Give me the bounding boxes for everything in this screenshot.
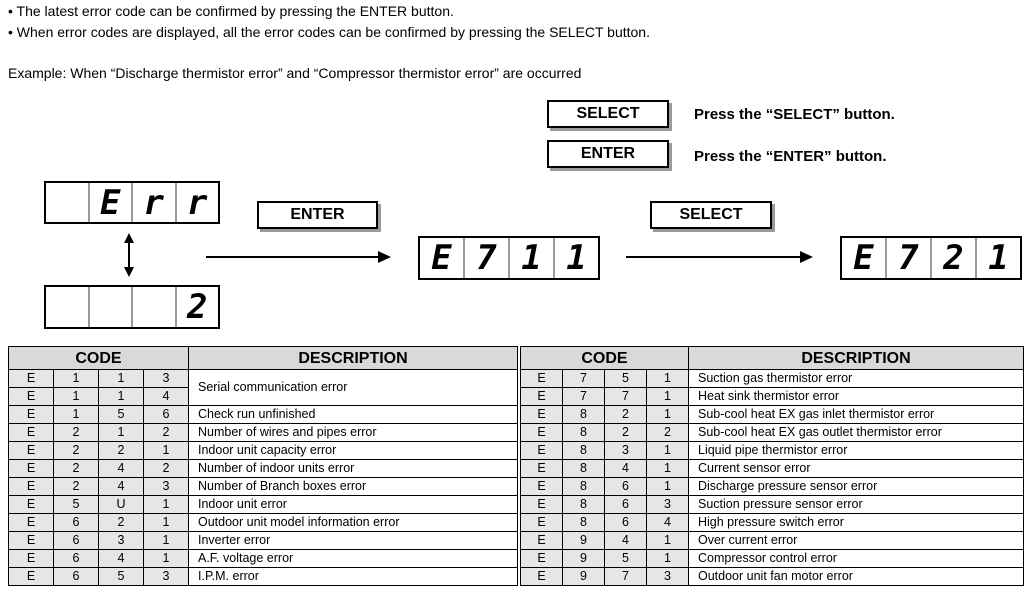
display-first-digit: E <box>420 238 465 278</box>
code-cell: 1 <box>647 532 689 550</box>
description-cell: Number of wires and pipes error <box>189 424 518 442</box>
code-cell: 9 <box>563 568 605 586</box>
code-header: CODE <box>9 347 189 370</box>
error-code-table-left <box>8 346 518 586</box>
display-count <box>44 285 220 329</box>
table-row <box>9 424 518 442</box>
code-cell: 4 <box>605 532 647 550</box>
code-cell: E <box>9 532 54 550</box>
code-cell: E <box>521 388 563 406</box>
legend-enter-button: ENTER <box>547 140 669 168</box>
flow-enter-button: ENTER <box>257 201 378 229</box>
display-second-code <box>840 236 1022 280</box>
code-cell: 3 <box>647 568 689 586</box>
code-cell: 1 <box>647 442 689 460</box>
code-cell: 1 <box>99 370 144 388</box>
code-cell: 3 <box>99 532 144 550</box>
display-err-digit <box>46 183 90 222</box>
description-cell: Sub-cool heat EX gas inlet thermistor error <box>689 406 1024 424</box>
display-count-digit <box>133 287 177 327</box>
note-select: • When error codes are displayed, all the error codes can be confirmed by pressing the SELECT button. <box>8 24 650 40</box>
code-cell: E <box>9 388 54 406</box>
code-cell: 1 <box>647 406 689 424</box>
display-err-digit: r <box>187 182 208 223</box>
table-row <box>9 550 518 568</box>
description-cell: Indoor unit capacity error <box>189 442 518 460</box>
table-row <box>9 370 518 388</box>
code-cell: 8 <box>563 424 605 442</box>
code-cell: 7 <box>605 568 647 586</box>
code-cell: U <box>99 496 144 514</box>
code-cell: 1 <box>54 388 99 406</box>
code-cell: 1 <box>144 442 189 460</box>
right-arrow <box>206 250 392 264</box>
code-cell: 2 <box>647 424 689 442</box>
code-cell: 1 <box>144 550 189 568</box>
display-second-digit: 1 <box>988 238 1009 278</box>
code-cell: 8 <box>563 514 605 532</box>
table-row <box>9 514 518 532</box>
code-cell: 7 <box>563 388 605 406</box>
updown-arrow <box>118 232 140 278</box>
display-second-digit: 2 <box>932 238 977 278</box>
legend-enter-text: Press the “ENTER” button. <box>694 148 887 165</box>
code-cell: 3 <box>605 442 647 460</box>
code-cell: 8 <box>563 442 605 460</box>
description-cell: Liquid pipe thermistor error <box>689 442 1024 460</box>
code-cell: 5 <box>605 370 647 388</box>
code-cell: E <box>9 406 54 424</box>
code-cell: 1 <box>99 424 144 442</box>
code-cell: E <box>521 460 563 478</box>
error-code-table-right <box>520 346 1024 586</box>
code-cell: E <box>521 406 563 424</box>
description-cell: Indoor unit error <box>189 496 518 514</box>
description-cell: I.P.M. error <box>189 568 518 586</box>
code-cell: E <box>9 424 54 442</box>
code-cell: 2 <box>54 460 99 478</box>
code-cell: E <box>9 442 54 460</box>
description-cell: Number of indoor units error <box>189 460 518 478</box>
description-cell: Outdoor unit fan motor error <box>689 568 1024 586</box>
table-row <box>9 496 518 514</box>
code-cell: 4 <box>144 388 189 406</box>
code-cell: 9 <box>563 550 605 568</box>
code-cell: E <box>521 442 563 460</box>
code-cell: 6 <box>605 514 647 532</box>
code-cell: E <box>9 568 54 586</box>
code-cell: 4 <box>647 514 689 532</box>
display-first-digit: 1 <box>510 238 555 278</box>
code-cell: E <box>9 550 54 568</box>
code-cell: 6 <box>54 532 99 550</box>
table-row <box>521 460 1024 478</box>
description-cell: Outdoor unit model information error <box>189 514 518 532</box>
code-cell: 1 <box>647 370 689 388</box>
note-enter: • The latest error code can be confirmed by pressing the ENTER button. <box>8 3 454 19</box>
table-row <box>521 406 1024 424</box>
description-cell: High pressure switch error <box>689 514 1024 532</box>
table-row <box>521 568 1024 586</box>
code-cell: E <box>521 532 563 550</box>
description-cell: Number of Branch boxes error <box>189 478 518 496</box>
display-first-code <box>418 236 600 280</box>
code-cell: 5 <box>54 496 99 514</box>
code-cell: 1 <box>144 496 189 514</box>
example-text: Example: When “Discharge thermistor error” and “Compressor thermistor error” are occurred <box>8 65 582 81</box>
display-first-digit: 1 <box>566 238 587 278</box>
description-cell: Current sensor error <box>689 460 1024 478</box>
code-cell: 7 <box>563 370 605 388</box>
flow-select-button: SELECT <box>650 201 772 229</box>
description-cell: Suction gas thermistor error <box>689 370 1024 388</box>
code-cell: E <box>9 496 54 514</box>
code-cell: 7 <box>605 388 647 406</box>
code-cell: E <box>9 370 54 388</box>
code-cell: 6 <box>54 568 99 586</box>
right-arrow <box>626 250 814 264</box>
code-cell: E <box>521 568 563 586</box>
description-header: DESCRIPTION <box>189 347 518 370</box>
code-cell: 4 <box>99 460 144 478</box>
description-cell: Discharge pressure sensor error <box>689 478 1024 496</box>
code-cell: 1 <box>54 406 99 424</box>
code-cell: 2 <box>54 424 99 442</box>
code-cell: E <box>521 514 563 532</box>
code-cell: 4 <box>99 550 144 568</box>
table-row <box>521 550 1024 568</box>
table-row <box>521 532 1024 550</box>
code-header: CODE <box>521 347 689 370</box>
description-cell: Over current error <box>689 532 1024 550</box>
description-cell: Check run unfinished <box>189 406 518 424</box>
code-cell: 1 <box>647 460 689 478</box>
display-err-digit: r <box>133 183 177 222</box>
description-cell: Heat sink thermistor error <box>689 388 1024 406</box>
display-second-digit: 7 <box>887 238 932 278</box>
description-cell: Serial communication error <box>189 370 518 406</box>
code-cell: 1 <box>647 388 689 406</box>
code-cell: 5 <box>99 568 144 586</box>
table-row <box>521 496 1024 514</box>
table-row <box>521 370 1024 388</box>
code-cell: 8 <box>563 460 605 478</box>
code-cell: E <box>521 424 563 442</box>
code-cell: E <box>9 478 54 496</box>
code-cell: 8 <box>563 478 605 496</box>
code-cell: 6 <box>605 478 647 496</box>
display-second-digit: E <box>842 238 887 278</box>
table-row <box>9 460 518 478</box>
code-cell: 2 <box>54 442 99 460</box>
code-cell: 1 <box>144 514 189 532</box>
code-cell: E <box>521 478 563 496</box>
table-row <box>9 532 518 550</box>
code-cell: E <box>9 514 54 532</box>
table-row <box>521 388 1024 406</box>
code-cell: 1 <box>647 478 689 496</box>
code-cell: E <box>521 550 563 568</box>
code-cell: 2 <box>54 478 99 496</box>
display-count-digit <box>46 287 90 327</box>
description-cell: Suction pressure sensor error <box>689 496 1024 514</box>
code-cell: 1 <box>647 550 689 568</box>
code-cell: 5 <box>605 550 647 568</box>
table-row <box>521 514 1024 532</box>
code-cell: 2 <box>99 514 144 532</box>
description-header: DESCRIPTION <box>689 347 1024 370</box>
code-cell: E <box>521 496 563 514</box>
code-cell: 1 <box>99 388 144 406</box>
table-row <box>9 406 518 424</box>
code-cell: 4 <box>99 478 144 496</box>
description-cell: Inverter error <box>189 532 518 550</box>
display-first-digit: 7 <box>465 238 510 278</box>
table-row <box>521 424 1024 442</box>
table-row <box>9 478 518 496</box>
display-count-digit: 2 <box>187 287 208 327</box>
code-cell: 2 <box>144 424 189 442</box>
code-cell: E <box>9 460 54 478</box>
code-cell: 4 <box>605 460 647 478</box>
code-cell: E <box>521 370 563 388</box>
code-cell: 3 <box>647 496 689 514</box>
display-count-digit <box>90 287 134 327</box>
legend-select-text: Press the “SELECT” button. <box>694 106 895 123</box>
code-cell: 6 <box>54 550 99 568</box>
description-cell: Compressor control error <box>689 550 1024 568</box>
table-row <box>521 478 1024 496</box>
code-cell: 2 <box>605 424 647 442</box>
code-cell: 8 <box>563 406 605 424</box>
code-cell: 1 <box>144 532 189 550</box>
code-cell: 2 <box>144 460 189 478</box>
description-cell: Sub-cool heat EX gas outlet thermistor error <box>689 424 1024 442</box>
code-cell: 3 <box>144 478 189 496</box>
code-cell: 2 <box>99 442 144 460</box>
code-cell: 8 <box>563 496 605 514</box>
display-err <box>44 181 220 224</box>
table-row <box>9 568 518 586</box>
code-cell: 3 <box>144 370 189 388</box>
display-err-digit: E <box>90 183 134 222</box>
table-row <box>521 442 1024 460</box>
table-row <box>9 442 518 460</box>
code-cell: 2 <box>605 406 647 424</box>
legend-select-button: SELECT <box>547 100 669 128</box>
code-cell: 6 <box>605 496 647 514</box>
code-cell: 1 <box>54 370 99 388</box>
description-cell: A.F. voltage error <box>189 550 518 568</box>
code-cell: 9 <box>563 532 605 550</box>
code-cell: 3 <box>144 568 189 586</box>
code-cell: 5 <box>99 406 144 424</box>
code-cell: 6 <box>54 514 99 532</box>
code-cell: 6 <box>144 406 189 424</box>
